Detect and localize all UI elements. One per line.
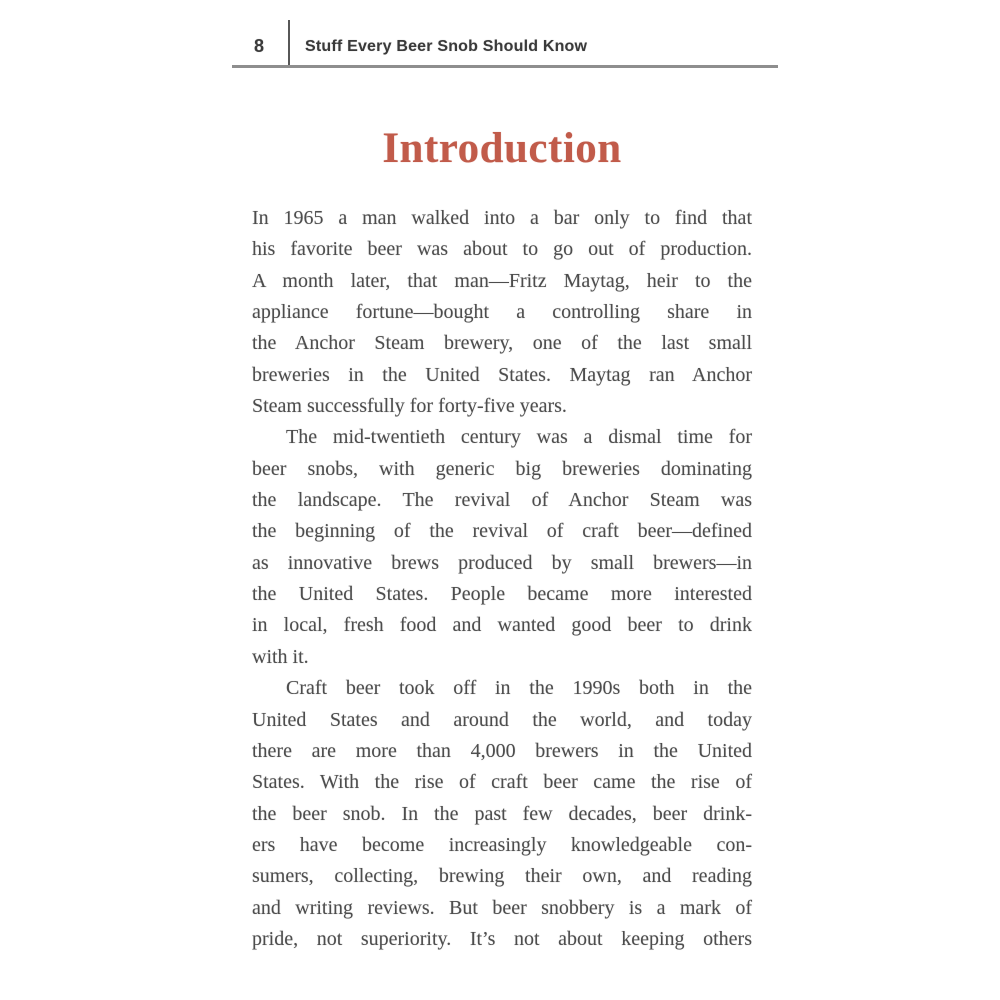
- text-line: appliance fortune—bought a controlling share in: [252, 301, 752, 324]
- text-line: in local, fresh food and wanted good beer to drink: [252, 614, 752, 637]
- text-line: the United States. People became more interested: [252, 583, 752, 606]
- header-rule: [232, 65, 778, 68]
- text-line: In 1965 a man walked into a bar only to find that: [252, 207, 752, 229]
- text-line: States. With the rise of craft beer came the rise of: [252, 771, 752, 794]
- text-line: Steam successfully for forty-five years.: [252, 395, 567, 418]
- text-line: with it.: [252, 645, 309, 668]
- text-line: the beginning of the revival of craft beer—defined: [252, 520, 752, 543]
- text-line: United States and around the world, and today: [252, 708, 752, 731]
- text-line: The mid-twentieth century was a dismal time for: [286, 426, 752, 449]
- text-line: as innovative brews produced by small brewers—in: [252, 551, 752, 574]
- page-number: 8: [253, 36, 264, 56]
- chapter-title: Introduction: [382, 125, 622, 172]
- text-line: Craft beer took off in the 1990s both in the: [286, 677, 752, 700]
- text-line: and writing reviews. But beer snobbery is a mark of: [252, 896, 752, 919]
- text-line: pride, not superiority. It’s not about keeping others: [252, 927, 752, 950]
- header-divider: [288, 20, 290, 67]
- body-text: [252, 203, 752, 955]
- text-line: ers have become increasingly knowledgeable con-: [252, 833, 752, 856]
- text-line: beer snobs, with generic big breweries dominating: [252, 457, 752, 480]
- text-line: the Anchor Steam brewery, one of the last small: [252, 332, 752, 355]
- text-line: A month later, that man—Fritz Maytag, heir to the: [252, 269, 752, 292]
- text-line: his favorite beer was about to go out of production.: [252, 238, 752, 261]
- text-line: breweries in the United States. Maytag ran Anchor: [252, 363, 752, 386]
- text-line: there are more than 4,000 brewers in the United: [252, 739, 752, 762]
- text-line: the beer snob. In the past few decades, beer drink-: [252, 802, 752, 825]
- text-line: the landscape. The revival of Anchor Steam was: [252, 489, 752, 512]
- text-line: sumers, collecting, brewing their own, and reading: [252, 865, 752, 888]
- running-title: Stuff Every Beer Snob Should Know: [305, 38, 588, 55]
